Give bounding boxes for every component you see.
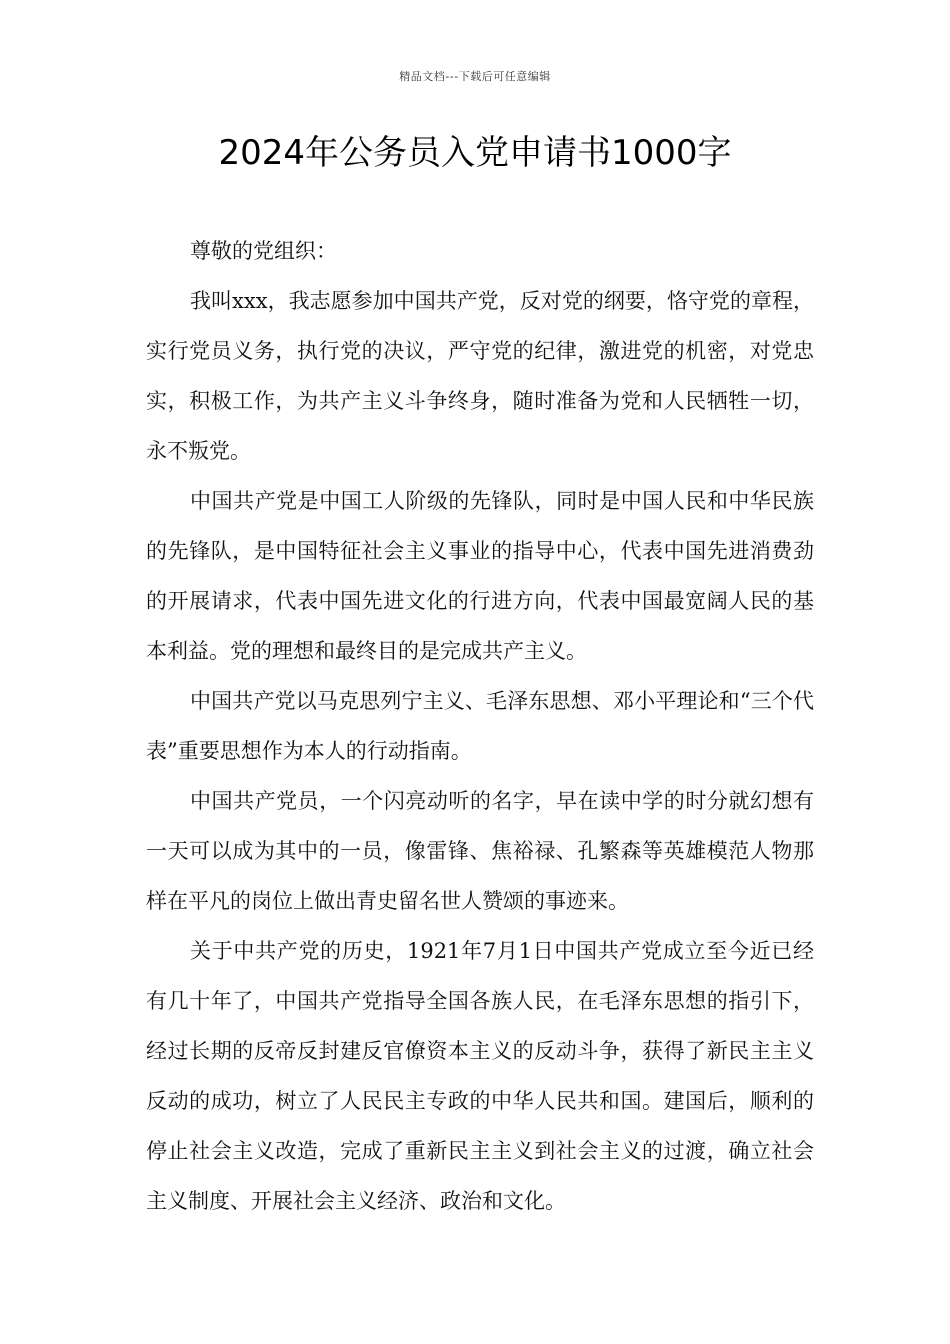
paragraph: 我叫xxx，我志愿参加中国共产党，反对党的纲要，恪守党的章程，实行党员义务，执行党的决议，严守党的纪律，激进党的机密，对党忠实，积极工作，为共产主义斗争终身，随时准备为党和人民牺牲一切，永不叛党。 xyxy=(146,289,814,463)
paragraph: 中国共产党员，一个闪亮动听的名字，早在读中学的时分就幻想有一天可以成为其中的一员，像雷锋、焦裕禄、孔繁森等英雄模范人物那样在平凡的岗位上做出青史留名世人赞颂的事迹来。 xyxy=(146,789,814,913)
paragraph: 中国共产党以马克思列宁主义、毛泽东思想、邓小平理论和“三个代表”重要思想作为本人的行动指南。 xyxy=(146,689,814,763)
document-body xyxy=(146,226,814,1226)
page-title: 2024年公务员入党申请书1000字 xyxy=(218,133,732,173)
salutation: 尊敬的党组织： xyxy=(190,239,337,263)
paragraph: 中国共产党是中国工人阶级的先锋队，同时是中国人民和中华民族的先锋队，是中国特征社会主义事业的指导中心，代表中国先进消费劲的开展请求，代表中国先进文化的行进方向，代表中国最宽阔人民的基本利益。党的理想和最终目的是完成共产主义。 xyxy=(146,489,814,663)
header-note: 精品文档---下载后可任意编辑 xyxy=(399,70,551,83)
paragraph: 关于中共产党的历史，1921年7月1日中国共产党成立至今近已经有几十年了，中国共产党指导全国各族人民，在毛泽东思想的指引下，经过长期的反帝反封建反官僚资本主义的反动斗争，获得了新民主主义反动的成功，树立了人民民主专政的中华人民共和国。建国后，顺利的停止社会主义改造，完成了重新民主主义到社会主义的过渡，确立社会主义制度、开展社会主义经济、政治和文化。 xyxy=(146,939,814,1213)
